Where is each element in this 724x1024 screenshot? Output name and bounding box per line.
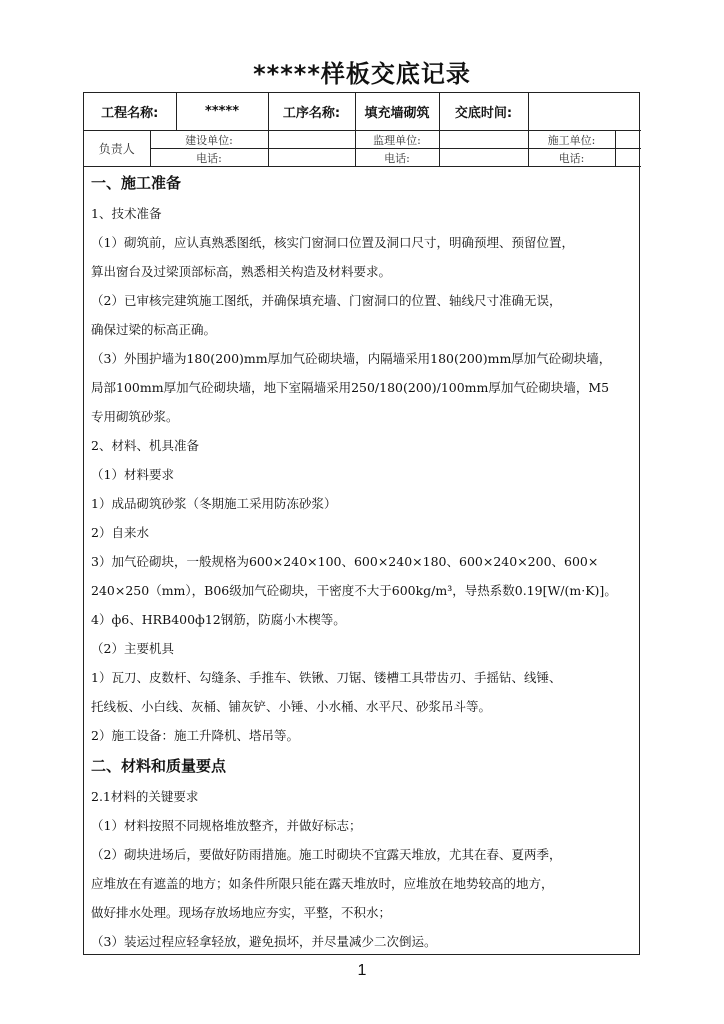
text-line: 做好排水处理。现场存放场地应夯实，平整，不积水； — [91, 905, 392, 920]
text-line: 应堆放在有遮盖的地方；如条件所限只能在露天堆放时，应堆放在地势较高的地方， — [91, 876, 554, 891]
text-line: （2）主要机具 — [91, 641, 174, 656]
text-line: 2）自来水 — [91, 525, 149, 540]
text-line: 局部100mm厚加气砼砌块墙，地下室隔墙采用250/180(200)/100mm厚加气砼砌块墙，M5 — [91, 380, 610, 395]
text-line: 算出窗台及过梁顶部标高，熟悉相关构造及材料要求。 — [91, 264, 392, 279]
supervisor-phone-value — [439, 149, 528, 167]
client-unit-value — [268, 131, 355, 149]
text-line: （3）装运过程应轻拿轻放，避免损坏，并尽量减少二次倒运。 — [91, 934, 437, 949]
process-name-value: 填充墙砌筑 — [355, 93, 439, 131]
text-line: 1、技术准备 — [91, 206, 162, 221]
supervisor-unit-label: 监理单位: — [355, 131, 439, 149]
contractor-phone-label: 电话: — [528, 149, 615, 167]
record-sheet — [83, 92, 640, 955]
supervisor-unit-value — [439, 131, 528, 149]
contractor-unit-value — [615, 131, 641, 149]
process-name-label: 工序名称: — [268, 93, 355, 131]
text-line: （2）已审核完建筑施工图纸，并确保填充墙、门窗洞口的位置、轴线尺寸准确无误， — [91, 293, 562, 308]
text-line: 确保过梁的标高正确。 — [91, 322, 217, 337]
date-label: 交底时间: — [439, 93, 528, 131]
client-unit-label: 建设单位: — [150, 131, 268, 149]
text-line: （3）外围护墙为180(200)mm厚加气砼砌块墙，内隔墙采用180(200)mm厚加气砼砌块墙， — [91, 351, 612, 366]
date-value — [528, 93, 641, 131]
supervisor-phone-label: 电话: — [355, 149, 439, 167]
text-line: 2.1材料的关键要求 — [91, 789, 199, 804]
section-heading: 一、施工准备 — [91, 174, 182, 192]
text-line: 1）瓦刀、皮数杆、勾缝条、手推车、铁锹、刀锯、镂槽工具带齿刃、手摇钻、线锤、 — [91, 670, 562, 685]
page-number: 1 — [357, 962, 367, 979]
text-line: （1）砌筑前，应认真熟悉图纸，核实门窗洞口位置及洞口尺寸，明确预埋、预留位置， — [91, 235, 574, 250]
responsible-label: 负责人 — [84, 131, 150, 167]
document-title: *****样板交底记录 — [253, 60, 471, 88]
text-line: （1）材料按照不同规格堆放整齐，并做好标志； — [91, 818, 362, 833]
text-line: 4）ф6、HRB400ф12钢筋，防腐小木楔等。 — [91, 612, 346, 627]
section-2-lines — [91, 782, 639, 956]
section-heading: 二、材料和质量要点 — [91, 757, 227, 775]
text-line: 3）加气砼砌块，一般规格为600×240×100、600×240×180、600×240×200、600× — [91, 554, 599, 569]
text-line: 1）成品砌筑砂浆（冬期施工采用防冻砂浆） — [91, 496, 337, 511]
project-name-label: 工程名称: — [84, 93, 176, 131]
contractor-unit-label: 施工单位: — [528, 131, 615, 149]
text-line: （2）砌块进场后，要做好防雨措施。施工时砌块不宜露天堆放，尤其在春、夏两季， — [91, 847, 562, 862]
text-line: 2）施工设备：施工升降机、塔吊等。 — [91, 728, 299, 743]
section-1-lines — [91, 199, 639, 750]
text-line: 托线板、小白线、灰桶、铺灰铲、小锤、小水桶、水平尺、砂浆吊斗等。 — [91, 699, 492, 714]
text-line: （1）材料要求 — [91, 467, 174, 482]
client-phone-label: 电话: — [150, 149, 268, 167]
header-table — [84, 93, 641, 167]
content-body — [84, 167, 639, 956]
client-phone-value — [268, 149, 355, 167]
text-line: 2、材料、机具准备 — [91, 438, 199, 453]
text-line: 240×250（mm），B06级加气砼砌块，干密度不大于600kg/m³，导热系数0.19[W/(m·K)]。 — [91, 583, 617, 598]
contractor-phone-value — [615, 149, 641, 167]
project-name-value: ***** — [176, 93, 268, 131]
text-line: 专用砌筑砂浆。 — [91, 409, 179, 424]
